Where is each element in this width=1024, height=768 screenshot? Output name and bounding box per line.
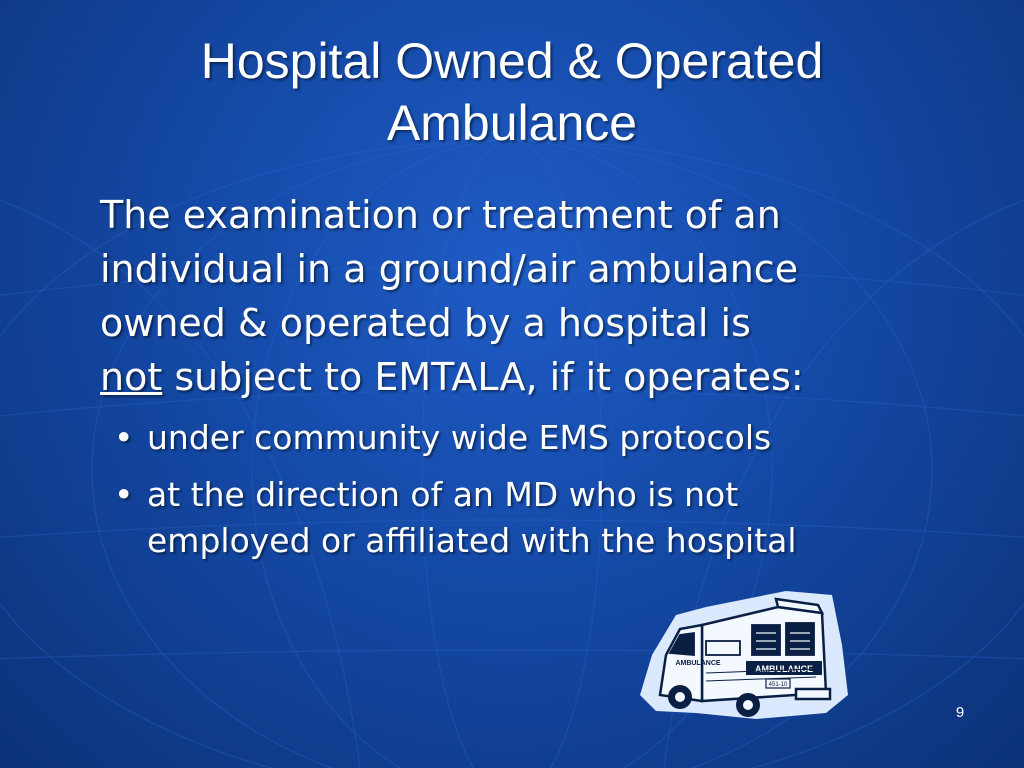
bullet-item [114,472,994,564]
title-line-1: Hospital Owned & Operated [200,33,824,89]
bullet-1-line-1: under community wide EMS protocols [147,418,772,457]
ambulance-rear-label: AMBULANCE [755,664,813,674]
page-number: 9 [955,704,965,721]
body-line-3: owned & operated by a hospital is [100,301,751,345]
bullet-list [114,415,994,575]
body-line-1: The examination or treatment of an [100,193,781,237]
license-plate: 451-10 [768,682,788,688]
bullet-dot: • [114,418,134,457]
body-line-4 [100,350,980,404]
body-line-4-rest: subject to EMTALA, if it operates: [162,355,804,399]
bullet-dot: • [114,475,134,514]
slide-title [0,30,1024,154]
ambulance-side-label: AMBULANCE [675,660,721,667]
body-paragraph [100,188,980,404]
ambulance-icon [636,585,850,723]
bullet-2-line-2: employed or affiliated with the hospital [147,521,797,560]
bullet-2-line-1: at the direction of an MD who is not [147,475,739,514]
body-line-2: individual in a ground/air ambulance [100,247,799,291]
title-line-2: Ambulance [386,95,638,151]
bullet-item [114,415,994,461]
underlined-not: not [100,355,163,399]
